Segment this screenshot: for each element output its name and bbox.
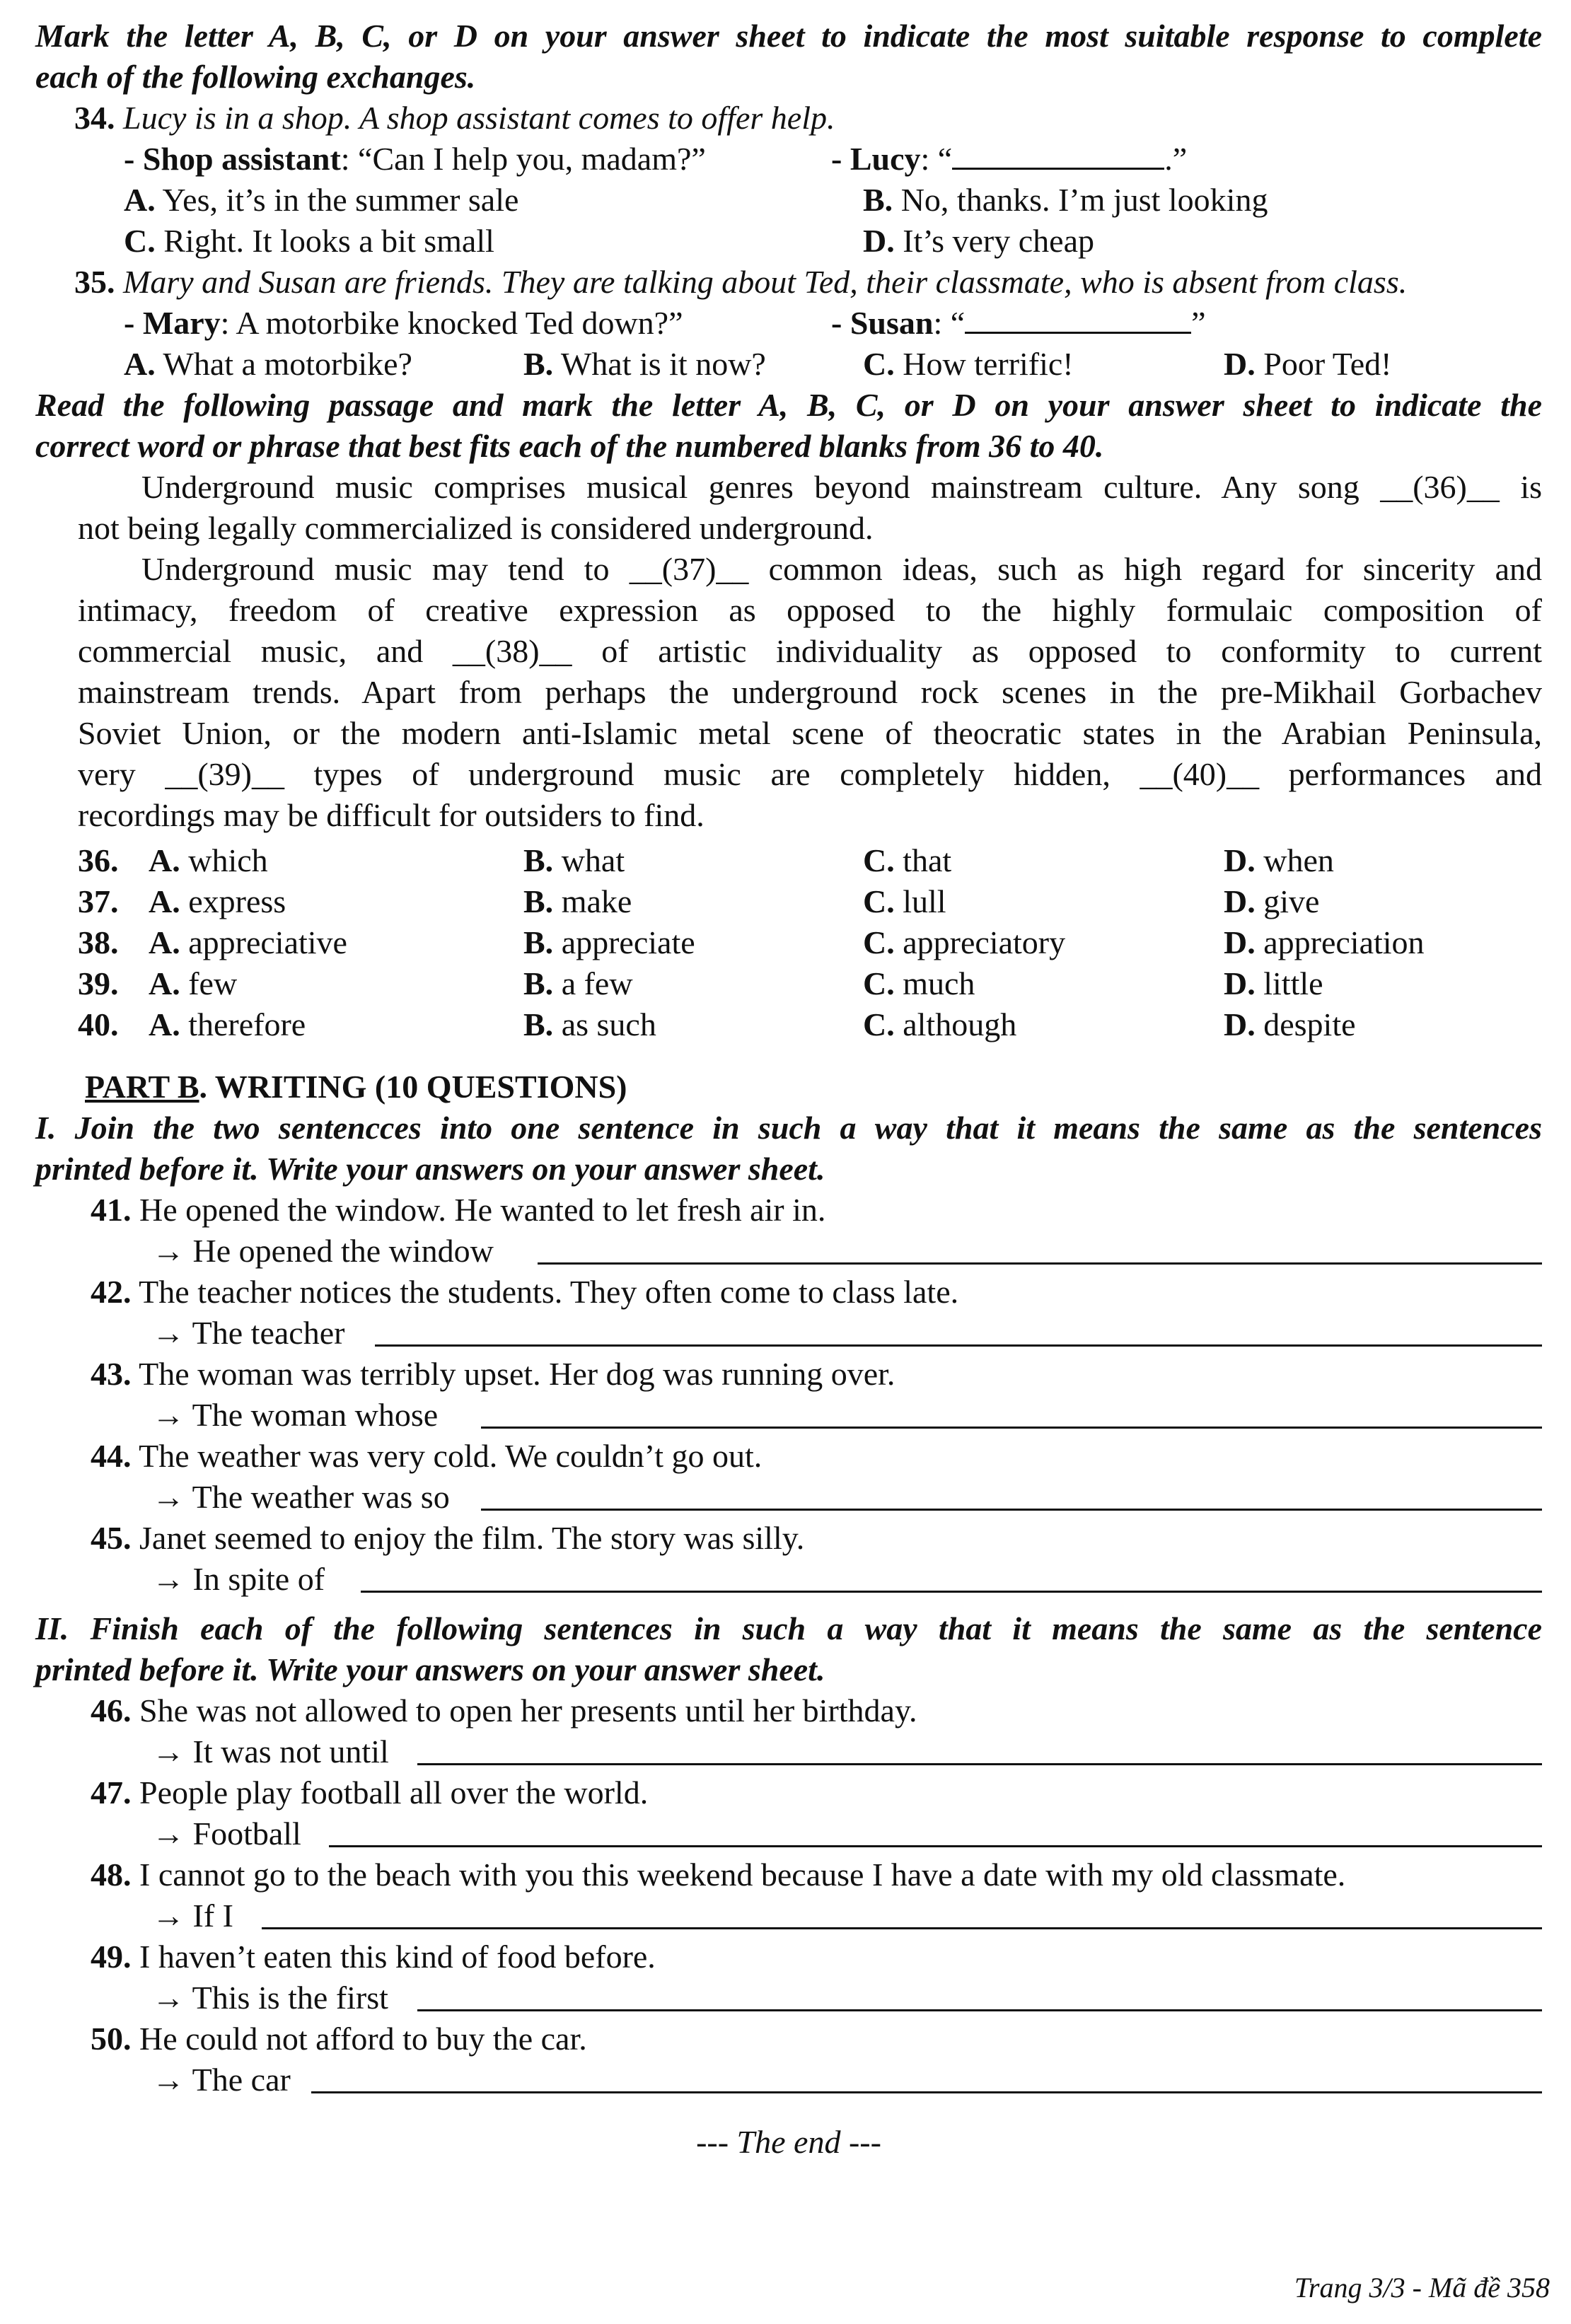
- q35-option-b: B. What is it now?: [523, 346, 766, 382]
- passage-line: very __(39)__ types of underground music are completely hidden, __(40)__ performances and: [78, 756, 1542, 792]
- writing-49: 49. I haven’t eaten this kind of food before.: [91, 1939, 656, 1975]
- passage-instruction-line2: correct word or phrase that best fits each of the numbered blanks from 36 to 40.: [35, 428, 1104, 464]
- writing-46-prompt: → It was not until: [152, 1733, 389, 1770]
- q35-line1: : A motorbike knocked Ted down?”: [220, 305, 683, 341]
- q35-option-c: C. How terrific!: [863, 346, 1074, 382]
- writing-46: 46. She was not allowed to open her presents until her birthday.: [91, 1692, 917, 1729]
- writing-47-prompt: → Football: [152, 1815, 301, 1852]
- writing-43: 43. The woman was terribly upset. Her dog was running over.: [91, 1356, 895, 1392]
- the-end: --- The end ---: [696, 2124, 881, 2160]
- q35-open-quote: : “: [933, 305, 966, 341]
- writing-44-prompt: → The weather was so: [152, 1479, 450, 1515]
- q34-option-a: A. Yes, it’s in the summer sale: [124, 182, 519, 218]
- section-a-instruction-line1: Mark the letter A, B, C, or D on your answer sheet to indicate the most suitable response to complete: [35, 18, 1542, 54]
- section-2-instruction-line2: printed before it. Write your answers on your answer sheet.: [35, 1651, 825, 1687]
- q35-close-quote: ”: [1191, 305, 1206, 341]
- section-1-instruction-line2: printed before it. Write your answers on your answer sheet.: [35, 1151, 825, 1187]
- writing-41: 41. He opened the window. He wanted to let fresh air in.: [91, 1192, 826, 1228]
- writing-50: 50. He could not afford to buy the car.: [91, 2021, 587, 2057]
- q35-speaker2: - Susan: [831, 305, 934, 341]
- writing-47-answer[interactable]: [35, 1813, 1542, 1854]
- q34-number: 34.: [74, 100, 115, 136]
- writing-46-answer[interactable]: [35, 1731, 1542, 1772]
- writing-42: 42. The teacher notices the students. They often come to class late.: [91, 1274, 959, 1310]
- writing-48-answer[interactable]: [35, 1895, 1542, 1936]
- section-1-instruction-line1: I. Join the two sentencces into one sentence in such a way that it means the same as the sentences: [35, 1110, 1542, 1146]
- question-40: 40. A. therefore B. as such C. although D. despite: [78, 1006, 1356, 1042]
- writing-41-prompt: → He opened the window: [152, 1233, 494, 1269]
- section-2-instruction-line1: II. Finish each of the following sentences in such a way that it means the same as the sentence: [35, 1610, 1542, 1646]
- writing-45-prompt: → In spite of: [152, 1561, 325, 1597]
- writing-50-prompt: → The car: [152, 2062, 291, 2098]
- passage-line: commercial music, and __(38)__ of artistic individuality as opposed to conformity to current: [78, 633, 1542, 669]
- q35-answer-blank: [965, 303, 1191, 334]
- q35-dialogue: [35, 303, 1542, 344]
- writing-43-prompt: → The woman whose: [152, 1397, 439, 1433]
- passage-instruction-line1: Read the following passage and mark the letter A, B, C, or D on your answer sheet to indicate the: [35, 387, 1542, 423]
- q35-option-a: A. What a motorbike?: [124, 346, 412, 382]
- section-a-instruction-line2: each of the following exchanges.: [35, 59, 476, 95]
- writing-42-answer-line[interactable]: [375, 1313, 1542, 1354]
- writing-45: 45. Janet seemed to enjoy the film. The story was silly.: [91, 1520, 805, 1556]
- q35-speaker1: - Mary: [124, 305, 221, 341]
- part-b-label: PART B: [85, 1069, 199, 1105]
- writing-44-answer[interactable]: [35, 1477, 1542, 1518]
- writing-47-answer-line[interactable]: [329, 1813, 1542, 1854]
- writing-49-answer-line[interactable]: [417, 1977, 1542, 2018]
- writing-43-answer-line[interactable]: [481, 1395, 1542, 1436]
- q34-dialogue: [35, 139, 1542, 180]
- q34-options-row2: [35, 221, 1542, 262]
- question-36: 36. A. which B. what C. that D. when: [78, 842, 1334, 878]
- writing-45-answer-line[interactable]: [361, 1559, 1542, 1600]
- q34-context: Lucy is in a shop. A shop assistant comes to offer help.: [123, 100, 835, 136]
- writing-48-prompt: → If I: [152, 1898, 233, 1934]
- q35-context: Mary and Susan are friends. They are talking about Ted, their classmate, who is absent from class.: [123, 264, 1408, 300]
- writing-50-answer-line[interactable]: [311, 2059, 1542, 2101]
- writing-41-answer[interactable]: [35, 1231, 1542, 1272]
- q34-speaker2: - Lucy: [831, 141, 921, 177]
- writing-45-answer[interactable]: [35, 1559, 1542, 1600]
- q34-option-d: D. It’s very cheap: [863, 223, 1095, 259]
- q34-options-row1: [35, 180, 1542, 221]
- q34-option-c: C. Right. It looks a bit small: [124, 223, 494, 259]
- q34-context-line: [35, 98, 1542, 139]
- part-b-heading: [35, 1067, 1542, 1108]
- writing-47: 47. People play football all over the world.: [91, 1774, 649, 1811]
- q34-close-quote: .”: [1164, 141, 1188, 177]
- q35-options: [35, 344, 1542, 385]
- writing-42-answer[interactable]: [35, 1313, 1542, 1354]
- part-b-title: . WRITING (10 QUESTIONS): [199, 1069, 627, 1105]
- q34-option-b: B. No, thanks. I’m just looking: [863, 182, 1268, 218]
- passage-line: mainstream trends. Apart from perhaps the underground rock scenes in the pre-Mikhail Gorbachev: [78, 674, 1542, 710]
- writing-43-answer[interactable]: [35, 1395, 1542, 1436]
- writing-41-answer-line[interactable]: [538, 1231, 1542, 1272]
- writing-49-answer[interactable]: [35, 1977, 1542, 2018]
- writing-49-prompt: → This is the first: [152, 1980, 388, 2016]
- q34-answer-blank: [952, 139, 1164, 170]
- passage-line: not being legally commercialized is considered underground.: [78, 510, 874, 546]
- writing-42-prompt: → The teacher: [152, 1315, 345, 1351]
- question-39: 39. A. few B. a few C. much D. little: [78, 965, 1323, 1001]
- question-38: 38. A. appreciative B. appreciate C. appreciatory D. appreciation: [78, 924, 1425, 960]
- q34-line1: : “Can I help you, madam?”: [340, 141, 706, 177]
- writing-50-answer[interactable]: [35, 2059, 1542, 2101]
- writing-44-answer-line[interactable]: [481, 1477, 1542, 1518]
- passage-line: Soviet Union, or the modern anti-Islamic metal scene of theocratic states in the Arabian Peninsula,: [78, 715, 1542, 751]
- question-37: 37. A. express B. make C. lull D. give: [78, 883, 1320, 919]
- writing-48-answer-line[interactable]: [262, 1895, 1542, 1936]
- q35-option-d: D. Poor Ted!: [1224, 346, 1392, 382]
- q35-context-line: [35, 262, 1542, 303]
- passage-line: Underground music may tend to __(37)__ common ideas, such as high regard for sincerity and: [141, 551, 1542, 587]
- writing-48: 48. I cannot go to the beach with you this weekend because I have a date with my old classmate.: [91, 1857, 1346, 1893]
- passage-line: Underground music comprises musical genres beyond mainstream culture. Any song __(36)__ is: [141, 469, 1542, 505]
- page-footer: Trang 3/3 - Mã đề 358: [1294, 2272, 1550, 2303]
- exam-page: [35, 16, 1542, 2163]
- writing-44: 44. The weather was very cold. We couldn’t go out.: [91, 1438, 763, 1474]
- q34-open-quote: : “: [920, 141, 953, 177]
- writing-46-answer-line[interactable]: [417, 1731, 1542, 1772]
- passage-line: intimacy, freedom of creative expression as opposed to the highly formulaic composition of: [78, 592, 1542, 628]
- q34-speaker1: - Shop assistant: [124, 141, 341, 177]
- passage-line: recordings may be difficult for outsiders to find.: [78, 797, 705, 833]
- q35-number: 35.: [74, 264, 115, 300]
